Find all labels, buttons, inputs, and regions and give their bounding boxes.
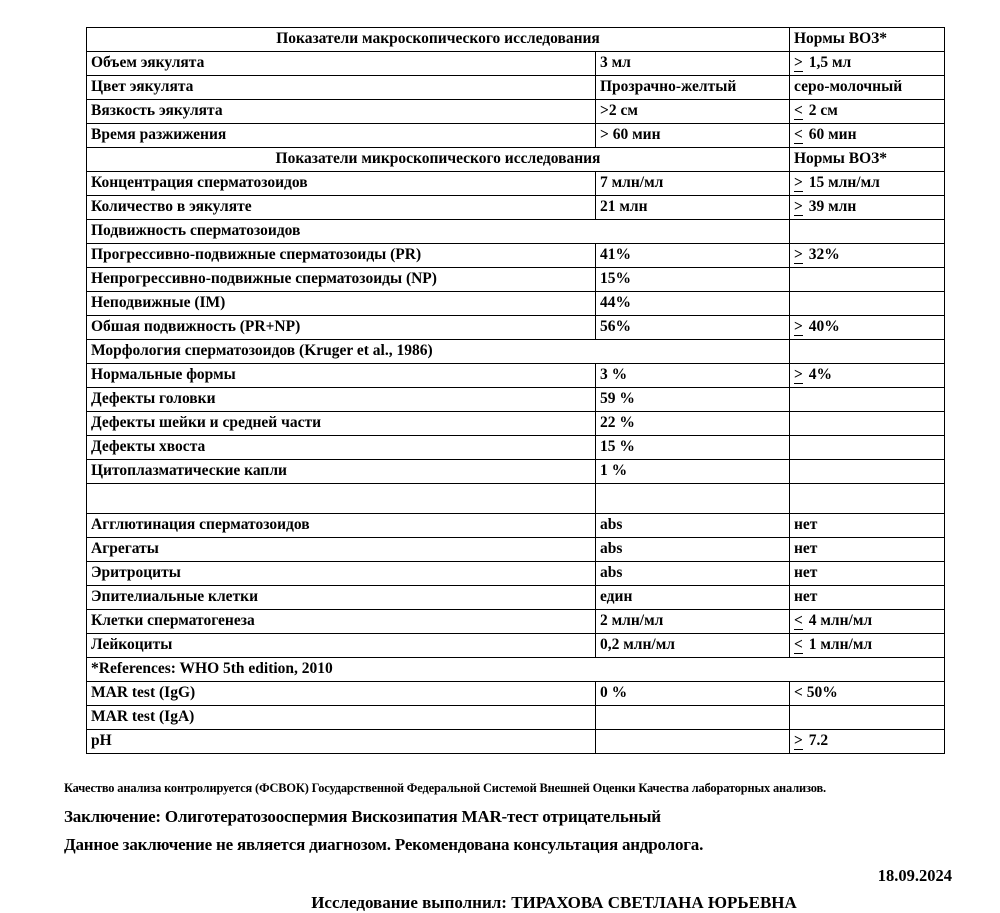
cell-norm: < 4 млн/мл (790, 610, 945, 634)
cell-parameter-name: Дефекты хвоста (87, 436, 596, 460)
greater-equal-icon: > (794, 246, 803, 264)
table-row (87, 706, 945, 730)
cell-parameter-name: Цвет эякулята (87, 76, 596, 100)
cell-value: 21 млн (596, 196, 790, 220)
table-row (87, 196, 945, 220)
cell-norm (790, 460, 945, 484)
cell-norm (790, 340, 945, 364)
greater-equal-icon: > (794, 366, 803, 384)
cell-blank (790, 484, 945, 514)
cell-norm (790, 268, 945, 292)
cell-value: >2 см (596, 100, 790, 124)
cell-norm (790, 292, 945, 316)
semen-analysis-results-table (86, 27, 945, 754)
cell-parameter-name: Время разжижения (87, 124, 596, 148)
cell-value: 7 млн/мл (596, 172, 790, 196)
cell-parameter-name: Количество в эякуляте (87, 196, 596, 220)
cell-parameter-name: Эритроциты (87, 562, 596, 586)
greater-equal-icon: > (794, 174, 803, 192)
cell-parameter-name: Объем эякулята (87, 52, 596, 76)
cell-norm: нет (790, 514, 945, 538)
table-row (87, 538, 945, 562)
cell-value: един (596, 586, 790, 610)
cell-parameter-name: Прогрессивно-подвижные сперматозоиды (PR) (87, 244, 596, 268)
greater-equal-icon: > (794, 318, 803, 336)
cell-norm: > 4% (790, 364, 945, 388)
cell-value: 15% (596, 268, 790, 292)
cell-value: 22 % (596, 412, 790, 436)
cell-parameter-name: Лейкоциты (87, 634, 596, 658)
cell-norm: нет (790, 562, 945, 586)
cell-norm (790, 436, 945, 460)
cell-norm: серо-молочный (790, 76, 945, 100)
table-row (87, 292, 945, 316)
table-row (87, 436, 945, 460)
cell-parameter-name: Вязкость эякулята (87, 100, 596, 124)
table-row (87, 412, 945, 436)
table-row (87, 586, 945, 610)
cell-norm: < 50% (790, 682, 945, 706)
document-footer (64, 780, 954, 913)
section-header-label: Показатели макроскопического исследования (87, 28, 790, 52)
table-row (87, 682, 945, 706)
less-equal-icon: < (794, 126, 803, 144)
cell-parameter-name: Морфология сперматозоидов (Kruger et al., 1986) (87, 340, 790, 364)
table-row (87, 610, 945, 634)
cell-norm (790, 220, 945, 244)
quality-control-note: Качество анализа контролируется (ФСВОК) Государственной Федеральной Системой Внешней Оценки Качества лабораторных анализов. (64, 781, 826, 795)
cell-parameter-name: Концентрация сперматозоидов (87, 172, 596, 196)
cell-value: 2 млн/мл (596, 610, 790, 634)
cell-norm: > 15 млн/мл (790, 172, 945, 196)
table-row (87, 388, 945, 412)
table-row (87, 220, 945, 244)
less-equal-icon: < (794, 102, 803, 120)
table-section-header-row (87, 148, 945, 172)
cell-value (596, 706, 790, 730)
cell-norm (790, 706, 945, 730)
performer-line: Исследование выполнил: ТИРАХОВА СВЕТЛАНА ЮРЬЕВНА (311, 892, 797, 912)
cell-parameter-name: MAR test (IgA) (87, 706, 596, 730)
cell-norm: нет (790, 586, 945, 610)
cell-norm: нет (790, 538, 945, 562)
cell-parameter-name: Агрегаты (87, 538, 596, 562)
table-row (87, 730, 945, 754)
table-spacer-row (87, 484, 945, 514)
table-section-header-row (87, 28, 945, 52)
greater-equal-icon: > (794, 732, 803, 750)
cell-norm: > 40% (790, 316, 945, 340)
cell-value: Прозрачно-желтый (596, 76, 790, 100)
cell-value: 44% (596, 292, 790, 316)
top-cutoff-text (86, 0, 486, 9)
cell-norm: > 32% (790, 244, 945, 268)
cell-parameter-name: Агглютинация сперматозоидов (87, 514, 596, 538)
cell-value: 41% (596, 244, 790, 268)
table-row (87, 340, 945, 364)
cell-parameter-name: Подвижность сперматозоидов (87, 220, 790, 244)
cell-value: 0 % (596, 682, 790, 706)
cell-blank (87, 484, 596, 514)
cell-parameter-name: Клетки сперматогенеза (87, 610, 596, 634)
table-row (87, 316, 945, 340)
greater-equal-icon: > (794, 198, 803, 216)
cell-norm: < 60 мин (790, 124, 945, 148)
cell-parameter-name: pH (87, 730, 596, 754)
table-row (87, 268, 945, 292)
less-equal-icon: < (794, 612, 803, 630)
disclaimer-line: Данное заключение не является диагнозом. Рекомендована консультация андролога. (64, 834, 704, 854)
table-row (87, 244, 945, 268)
cell-parameter-name: Эпителиальные клетки (87, 586, 596, 610)
section-header-label: Показатели микроскопического исследования (87, 148, 790, 172)
cell-value: 3 мл (596, 52, 790, 76)
cell-norm (790, 388, 945, 412)
cell-value: 1 % (596, 460, 790, 484)
table-row (87, 460, 945, 484)
table-row (87, 562, 945, 586)
cell-norm (790, 412, 945, 436)
table-row (87, 364, 945, 388)
cell-value: 15 % (596, 436, 790, 460)
cell-parameter-name: Нормальные формы (87, 364, 596, 388)
conclusion-line: Заключение: Олиготератозооспермия Вискозипатия MAR-тест отрицательный (64, 806, 661, 826)
cell-parameter-name: MAR test (IgG) (87, 682, 596, 706)
cell-norm: > 1,5 мл (790, 52, 945, 76)
cell-parameter-name: Дефекты головки (87, 388, 596, 412)
cell-parameter-name: Неподвижные (IM) (87, 292, 596, 316)
section-norm-header: Нормы ВОЗ* (790, 28, 945, 52)
cell-value: abs (596, 538, 790, 562)
table-row (87, 634, 945, 658)
cell-norm: > 39 млн (790, 196, 945, 220)
cell-blank (596, 484, 790, 514)
references-row (87, 658, 945, 682)
cell-norm: > 7.2 (790, 730, 945, 754)
cell-parameter-name: Цитоплазматические капли (87, 460, 596, 484)
report-date: 18.09.2024 (877, 865, 952, 885)
table-row (87, 172, 945, 196)
table-row (87, 100, 945, 124)
cell-value: 56% (596, 316, 790, 340)
cell-value: abs (596, 562, 790, 586)
cell-value: 59 % (596, 388, 790, 412)
cell-value: 0,2 млн/мл (596, 634, 790, 658)
less-equal-icon: < (794, 636, 803, 654)
greater-equal-icon: > (794, 54, 803, 72)
cell-norm: < 2 см (790, 100, 945, 124)
references-label: *References: WHO 5th edition, 2010 (87, 658, 945, 682)
cell-value (596, 730, 790, 754)
cell-value: abs (596, 514, 790, 538)
table-row (87, 76, 945, 100)
cell-value: > 60 мин (596, 124, 790, 148)
table-row (87, 514, 945, 538)
cell-parameter-name: Обшая подвижность (PR+NP) (87, 316, 596, 340)
cell-parameter-name: Дефекты шейки и средней части (87, 412, 596, 436)
cell-norm: < 1 млн/мл (790, 634, 945, 658)
cell-parameter-name: Непрогрессивно-подвижные сперматозоиды (NP) (87, 268, 596, 292)
section-norm-header: Нормы ВОЗ* (790, 148, 945, 172)
cell-value: 3 % (596, 364, 790, 388)
table-row (87, 124, 945, 148)
table-row (87, 52, 945, 76)
